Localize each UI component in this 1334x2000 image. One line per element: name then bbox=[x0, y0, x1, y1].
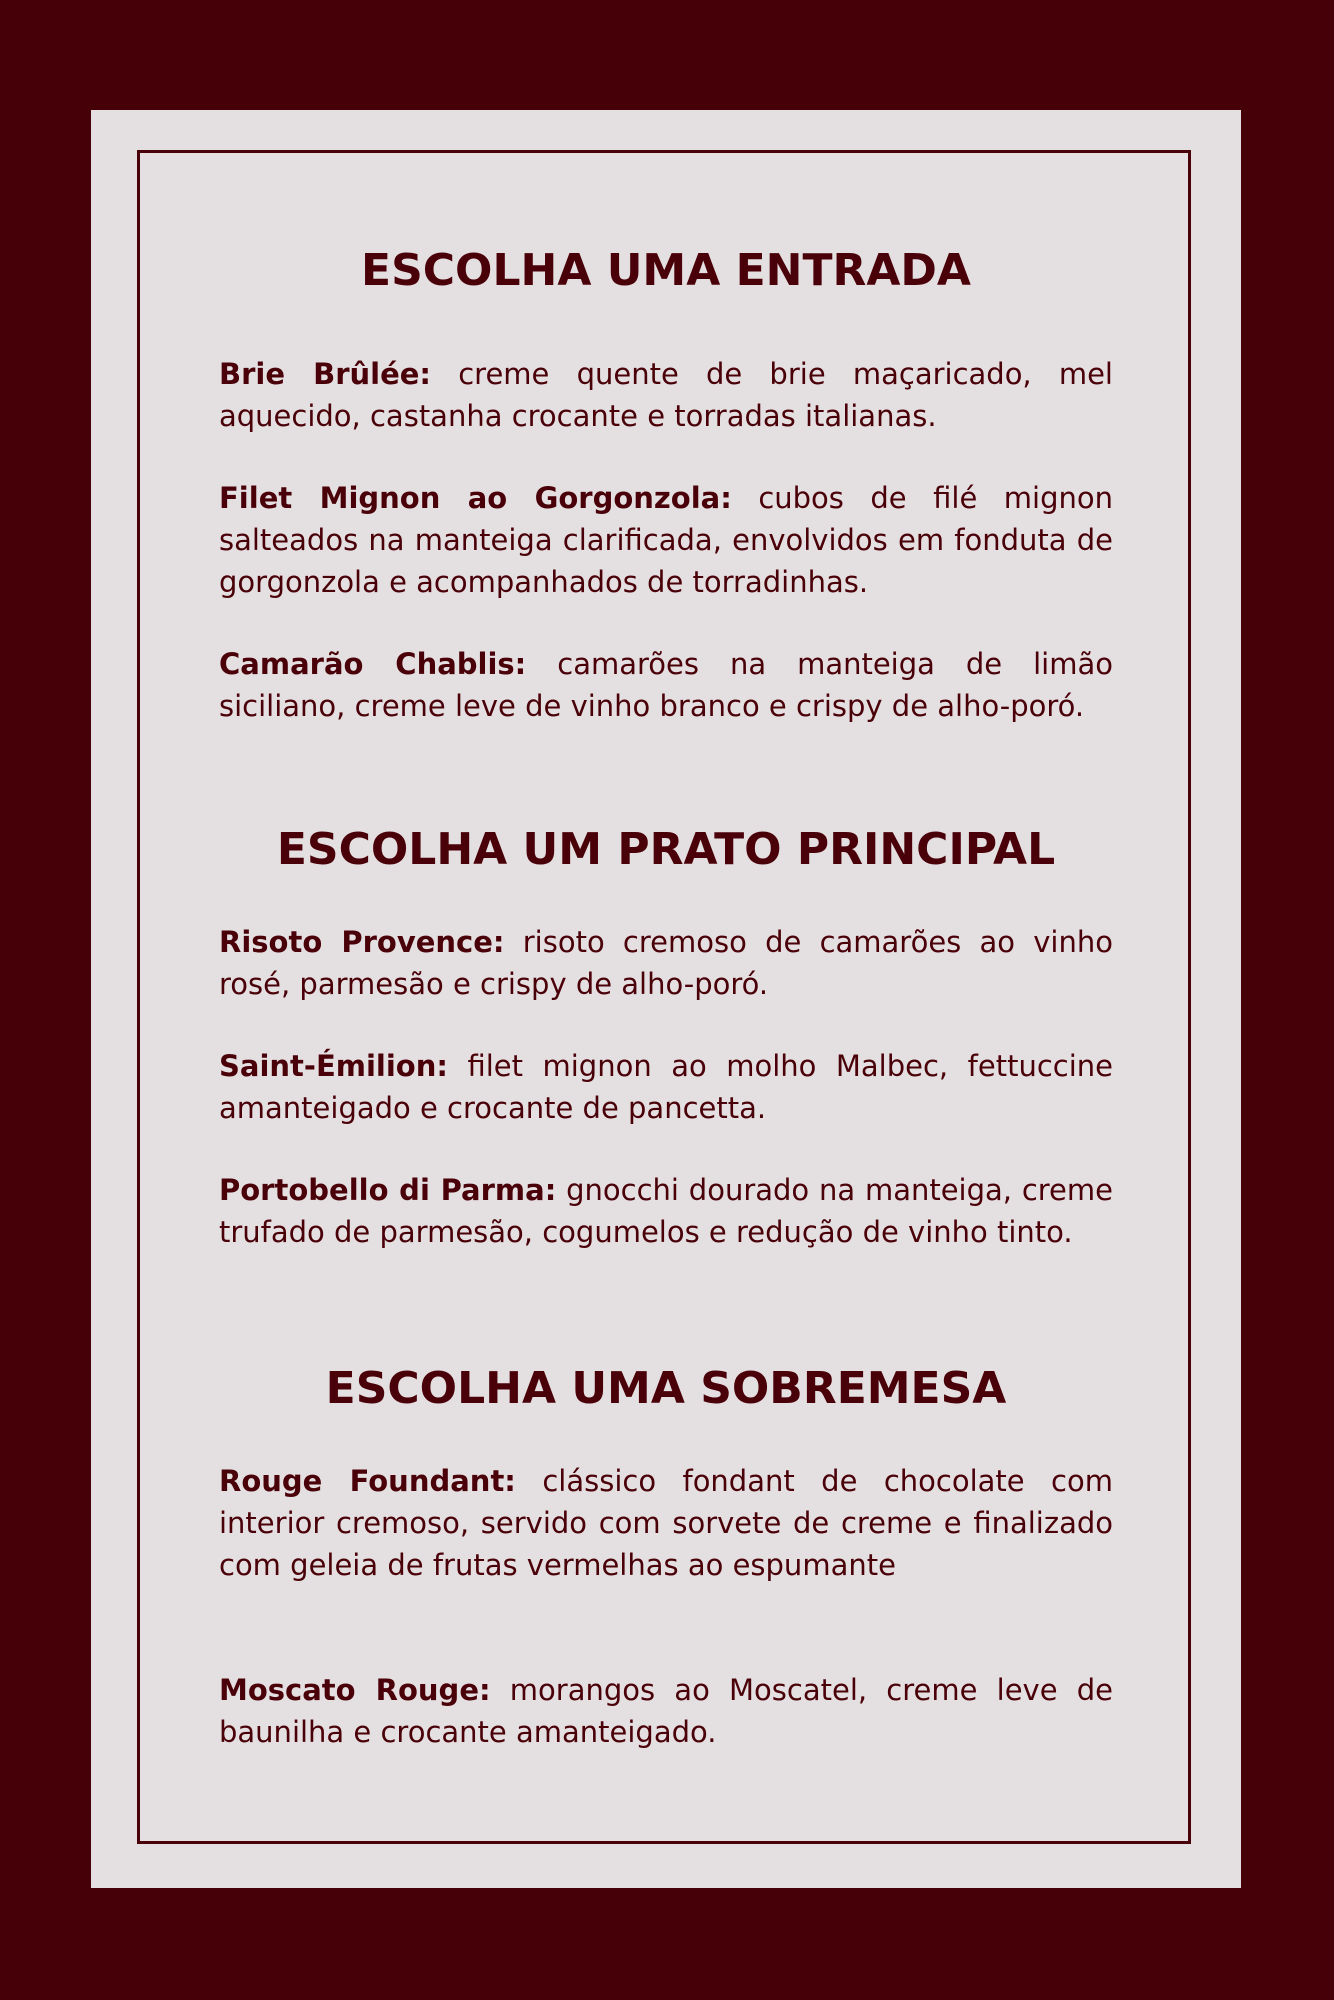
menu-item-camarao-chablis bbox=[219, 643, 1113, 727]
menu-item-description: camarões na manteiga de limão siciliano, creme leve de vinho branco e crispy de alho-poró. bbox=[219, 647, 1113, 723]
menu-item-name: Portobello di Parma: bbox=[219, 1173, 557, 1207]
menu-item-name: Risoto Provence: bbox=[219, 925, 505, 959]
menu-item-name: Saint-Émilion: bbox=[219, 1049, 448, 1083]
menu-item-saint-emilion bbox=[219, 1045, 1113, 1129]
menu-item-moscato-rouge bbox=[219, 1669, 1113, 1753]
menu-item-description: creme quente de brie maçaricado, mel aquecido, castanha crocante e torradas italianas. bbox=[219, 357, 1113, 433]
section-title-prato-principal: ESCOLHA UM PRATO PRINCIPAL bbox=[276, 824, 1056, 875]
menu-card bbox=[91, 110, 1241, 1888]
menu-item-name: Brie Brûlée: bbox=[219, 357, 432, 391]
menu-item-name: Filet Mignon ao Gorgonzola: bbox=[219, 481, 732, 515]
menu-item-description: risoto cremoso de camarões ao vinho rosé, parmesão e crispy de alho-poró. bbox=[219, 925, 1113, 1001]
menu-item-description: filet mignon ao molho Malbec, fettuccine amanteigado e crocante de pancetta. bbox=[219, 1049, 1113, 1125]
menu-item-name: Rouge Foundant: bbox=[219, 1464, 516, 1498]
menu-item-portobello-di-parma bbox=[219, 1169, 1113, 1253]
menu-item-name: Camarão Chablis: bbox=[219, 647, 527, 681]
menu-item-risoto-provence bbox=[219, 921, 1113, 1005]
menu-item-description: clássico fondant de chocolate com interior cremoso, servido com sorvete de creme e finalizado com geleia de frutas vermelhas ao espumante bbox=[219, 1464, 1113, 1582]
menu-item-description: cubos de filé mignon salteados na manteiga clarificada, envolvidos em fonduta de gorgonzola e acompanhados de torradinhas. bbox=[219, 481, 1113, 599]
menu-item-description: morangos ao Moscatel, creme leve de baunilha e crocante amanteigado. bbox=[219, 1673, 1114, 1749]
section-title-sobremesa: ESCOLHA UMA SOBREMESA bbox=[325, 1363, 1007, 1414]
section-title-entrada: ESCOLHA UMA ENTRADA bbox=[361, 245, 971, 296]
menu-item-name: Moscato Rouge: bbox=[219, 1673, 491, 1707]
menu-item-brie-brulee bbox=[219, 353, 1113, 437]
menu-item-filet-mignon-gorgonzola bbox=[219, 477, 1113, 603]
menu-item-description: gnocchi dourado na manteiga, creme trufado de parmesão, cogumelos e redução de vinho tinto. bbox=[219, 1173, 1113, 1249]
menu-item-rouge-foundant bbox=[219, 1460, 1113, 1586]
